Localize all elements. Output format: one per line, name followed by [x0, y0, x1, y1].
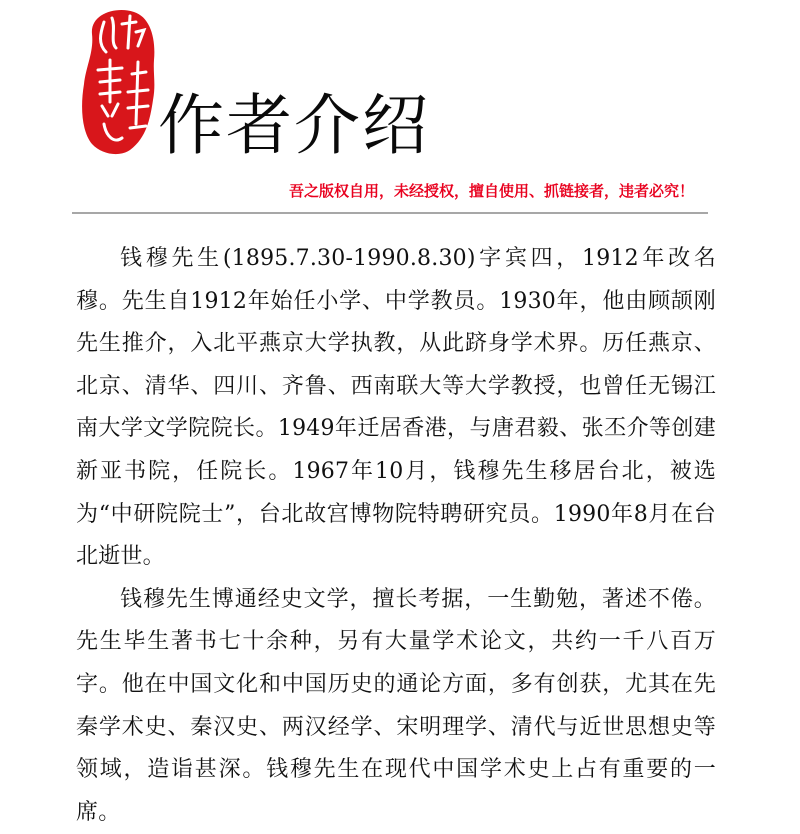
bio-paragraph-1: 钱穆先生(1895.7.30-1990.8.30)字宾四，1912年改名穆。先生自1912年始任小学、中学教员。1930年，他由顾颉刚先生推介，入北平燕京大学执教，从此跻身学术界。历任燕京、北京、清华、四川、齐鲁、西南联大等大学教授，也曾任无锡江南大学文学院院长。1949年迁居香港，与唐君毅、张丕介等创建新亚书院，任院长。1967年10月，钱穆先生移居台北，被选为“中研院院士”，台北故宫博物院特聘研究员。1990年8月在台北逝世。	[76, 246, 716, 570]
page-title: 作者介绍	[158, 87, 430, 164]
red-seal-stamp-icon	[76, 4, 158, 158]
header-divider	[72, 212, 708, 214]
bio-paragraph-2: 钱穆先生博通经史文学，擅长考据，一生勤勉，著述不倦。先生毕生著书七十余种，另有大量学术论文，共约一千八百万字。他在中国文化和中国历史的通论方面，多有创获，尤其在先秦学术史、秦汉史、两汉经学、宋明理学、清代与近世思想史等领域，造诣甚深。钱穆先生在现代中国学术史上占有重要的一席。	[76, 586, 716, 825]
copyright-notice: 吾之版权自用，未经授权，擅自使用、抓链接者，违者必究！	[288, 182, 694, 200]
author-bio	[76, 238, 716, 834]
